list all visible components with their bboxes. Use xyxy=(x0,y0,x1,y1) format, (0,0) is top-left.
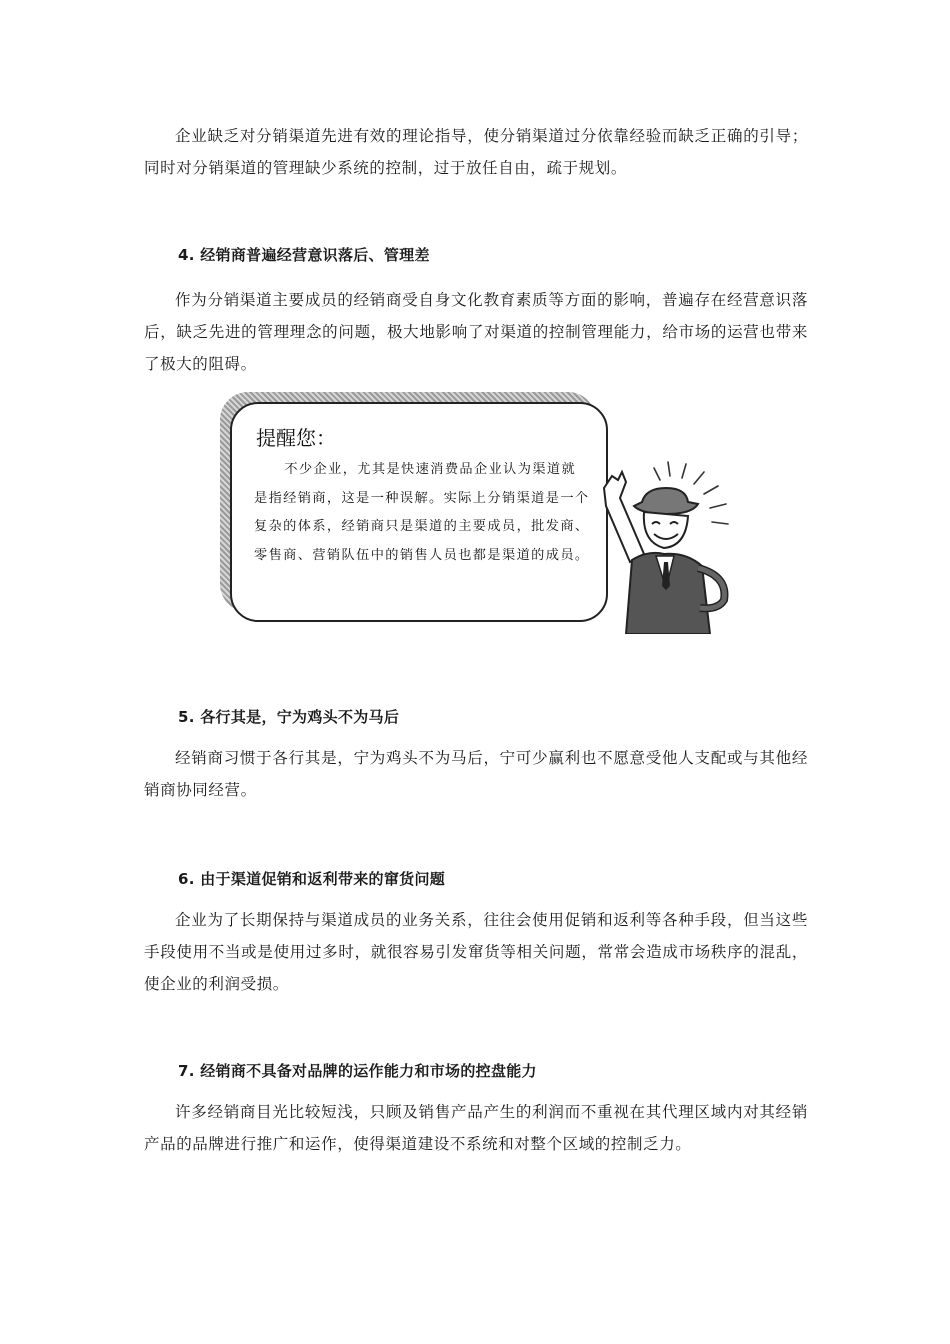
paragraph-section-6: 企业为了长期保持与渠道成员的业务关系，往往会使用促销和返利等各种手段，但当这些手段使用不当或是使用过多时，就很容易引发窜货等相关问题，常常会造成市场秩序的混乱，使企业的利润受损。 xyxy=(144,911,808,993)
reminder-callout xyxy=(220,392,740,642)
paragraph-section-5: 经销商习惯于各行其是，宁为鸡头不为马后，宁可少赢利也不愿意受他人支配或与其他经销商协同经营。 xyxy=(144,749,808,799)
section-heading-4: 4. 经销商普遍经营意识落后、管理差 xyxy=(178,246,430,264)
callout-title: 提醒您： xyxy=(256,426,336,450)
callout-text: 不少企业，尤其是快速消费品企业认为渠道就是指经销商，这是一种误解。实际上分销渠道是一个复杂的体系，经销商只是渠道的主要成员，批发商、零售商、营销队伍中的销售人员也都是渠道的成员。 xyxy=(254,462,590,563)
cartoon-man-pointing-icon xyxy=(582,458,742,634)
section-heading-6: 6. 由于渠道促销和返利带来的窜货问题 xyxy=(178,870,446,888)
paragraph-section-7: 许多经销商目光比较短浅，只顾及销售产品产生的利润而不重视在其代理区域内对其经销产品的品牌进行推广和运作，使得渠道建设不系统和对整个区域的控制乏力。 xyxy=(144,1103,808,1153)
paragraph-intro: 企业缺乏对分销渠道先进有效的理论指导，使分销渠道过分依靠经验而缺乏正确的引导；同时对分销渠道的管理缺少系统的控制，过于放任自由，疏于规划。 xyxy=(144,127,808,177)
paragraph-section-4: 作为分销渠道主要成员的经销商受自身文化教育素质等方面的影响，普遍存在经营意识落后，缺乏先进的管理理念的问题，极大地影响了对渠道的控制管理能力，给市场的运营也带来了极大的阻碍。 xyxy=(144,291,808,373)
callout-box xyxy=(230,402,608,622)
section-heading-7: 7. 经销商不具备对品牌的运作能力和市场的控盘能力 xyxy=(178,1062,537,1080)
section-heading-5: 5. 各行其是，宁为鸡头不为马后 xyxy=(178,708,400,726)
